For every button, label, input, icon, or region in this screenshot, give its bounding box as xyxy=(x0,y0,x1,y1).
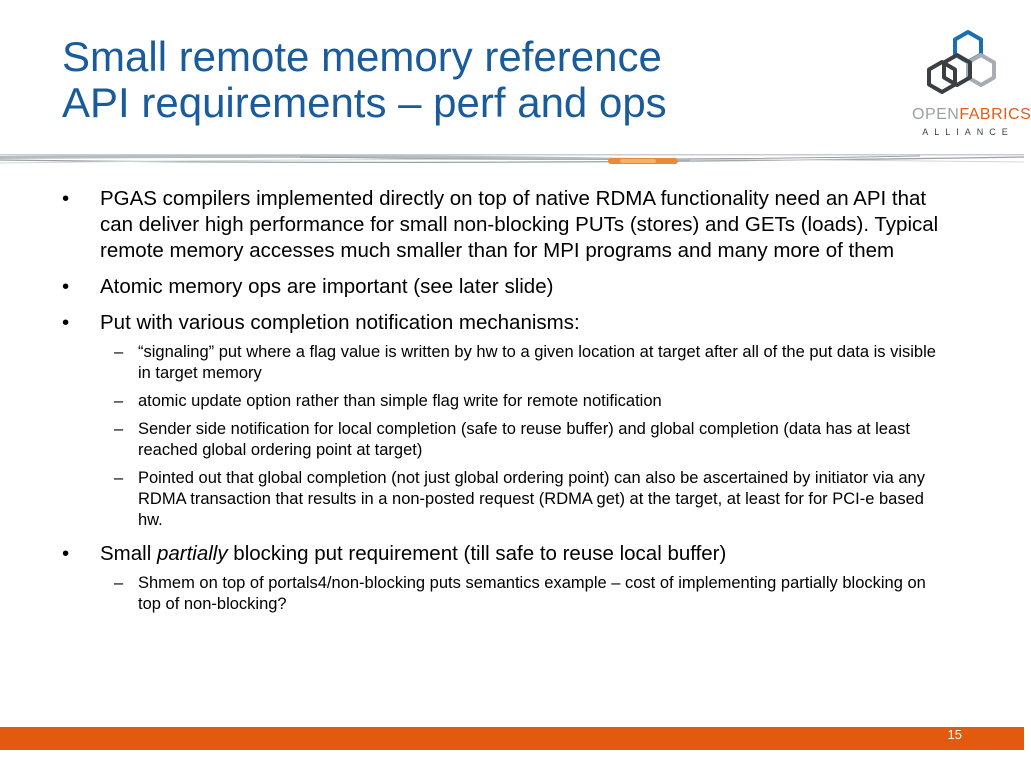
sub-bullet-text: atomic update option rather than simple flag write for remote notification xyxy=(138,392,662,410)
slide-title-line-1: Small remote memory reference xyxy=(62,33,662,80)
page-number: 15 xyxy=(947,727,962,742)
bullet-item xyxy=(62,274,962,300)
sub-bullet-text: Sender side notification for local completion (safe to reuse buffer) and global completion (data has at least reached global ordering point at target) xyxy=(138,420,910,459)
sub-bullet-marker: – xyxy=(114,574,124,592)
bullet-item xyxy=(62,541,962,567)
logo-word-open: OPEN xyxy=(912,106,960,123)
slide-title xyxy=(62,34,842,126)
bullet-marker: • xyxy=(62,275,70,298)
sub-bullet-text: Shmem on top of portals4/non-blocking puts semantics example – cost of implementing partially blocking on top of non-blocking? xyxy=(138,574,926,613)
sub-bullet-item xyxy=(62,468,952,531)
bullet-marker: • xyxy=(62,187,70,210)
openfabrics-logo xyxy=(912,24,1031,144)
bullet-item xyxy=(62,186,962,264)
sub-bullet-marker: – xyxy=(114,392,124,410)
sub-bullet-item xyxy=(62,342,952,384)
sub-bullet-item xyxy=(62,573,952,615)
bullet-marker: • xyxy=(62,311,70,334)
bullet-text-pre: Small xyxy=(100,542,157,565)
sub-bullet-text: “signaling” put where a flag value is written by hw to a given location at target after all of the put data is visible in target memory xyxy=(138,343,936,382)
bullet-text-emphasis: partially xyxy=(156,542,228,565)
sub-bullet-item xyxy=(62,419,952,461)
sub-bullet-item xyxy=(62,391,952,412)
bullet-text: Put with various completion notification mechanisms: xyxy=(100,311,580,334)
footer-bar xyxy=(0,727,1024,750)
slide-title-line-2: API requirements – perf and ops xyxy=(62,79,667,126)
sub-bullet-marker: – xyxy=(114,343,124,361)
bullet-item xyxy=(62,310,962,336)
bullet-text-post: blocking put requirement (till safe to reuse local buffer) xyxy=(227,542,727,565)
title-divider xyxy=(0,150,1024,172)
sub-bullet-marker: – xyxy=(114,420,124,438)
sub-bullet-text: Pointed out that global completion (not just global ordering point) can also be ascertained by initiator via any RDMA transaction that results in a non-posted request (RDMA get) at the target, at least for for PCI-e based hw. xyxy=(138,469,925,529)
slide-body xyxy=(62,186,962,622)
hexagon-logo-icon xyxy=(912,24,1024,104)
logo-word-fabrics: FABRICS xyxy=(959,106,1031,123)
sub-bullet-marker: – xyxy=(114,469,124,487)
bullet-text: Atomic memory ops are important (see later slide) xyxy=(100,275,554,298)
bullet-text: PGAS compilers implemented directly on top of native RDMA functionality need an API that can deliver high performance for small non-blocking PUTs (stores) and GETs (loads). Typical remote memory accesses much smaller than for MPI programs and many more of them xyxy=(100,187,939,262)
logo-word-alliance: ALLIANCE xyxy=(922,127,1014,137)
bullet-marker: • xyxy=(62,542,70,565)
